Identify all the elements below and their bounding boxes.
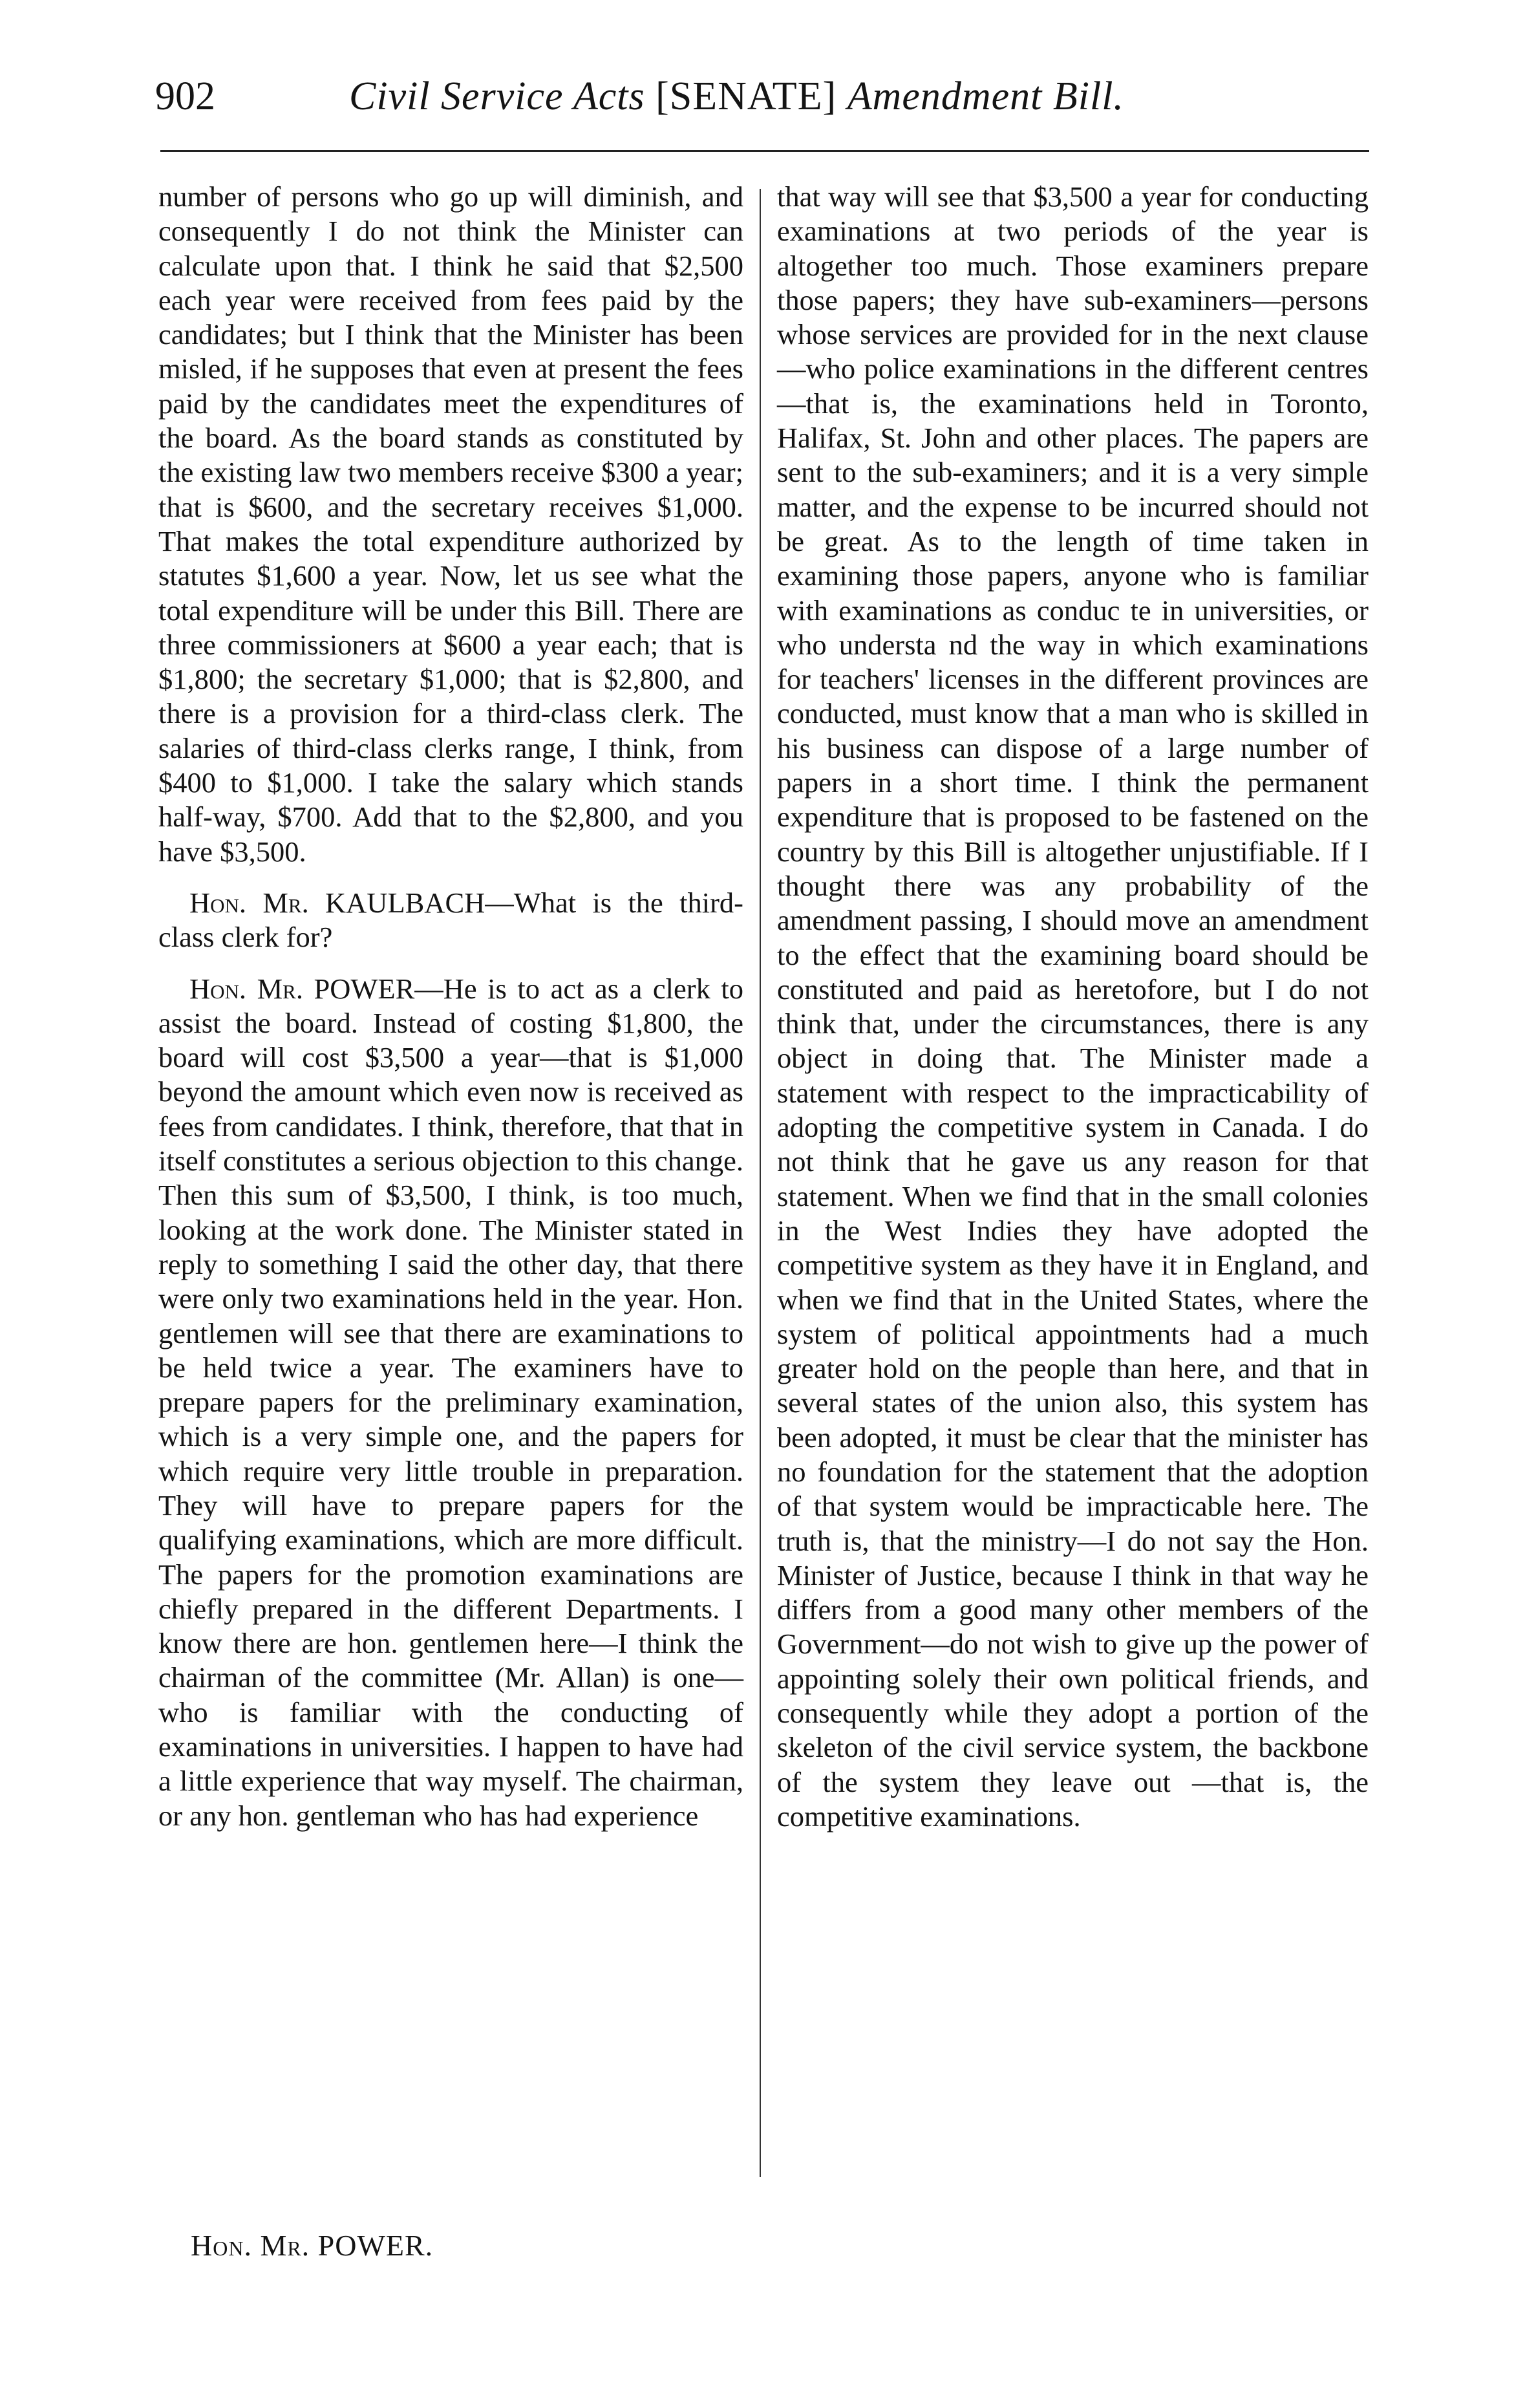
left-column (158, 180, 743, 1833)
paragraph: number of persons who go up will diminish, and consequently I do not think the Minister can calculate upon that. I think he said that $2,500 each year were received from fees paid by the candidates; but I think that the Minister has been misled, if he supposes that even at present the fees paid by the candidates meet the expenditures of the board. As the board stands as constituted by the existing law two members receive $300 a year; that is $600, and the secretary receives $1,000. That makes the total expenditure authorized by statutes $1,600 a year. Now, let us see what the total expenditure will be under this Bill. There are three commissioners at $600 a year each; that is $1,800; the secretary $1,000; that is $2,800, and there is a provision for a third-class clerk. The salaries of third-class clerks range, I think, from $400 to $1,000. I take the salary which stands half-way, $700. Add that to the $2,800, and you have $3,500. (158, 180, 743, 868)
running-title (349, 67, 1124, 125)
column-divider (760, 189, 761, 2177)
speech-text: —What is the third-class clerk for? (158, 886, 743, 954)
paragraph (158, 886, 743, 955)
speaker-name: Hon. Mr. KAULBACH (189, 886, 485, 919)
title-left: Civil Service Acts (349, 74, 645, 118)
paragraph (158, 972, 743, 1833)
title-right: Amendment Bill. (847, 74, 1124, 118)
speaker-name: Hon. Mr. POWER (189, 972, 415, 1005)
header-rule (160, 150, 1369, 152)
footer-speaker: Hon. Mr. POWER. (191, 2229, 434, 2262)
title-center: [SENATE] (656, 74, 837, 118)
running-header (155, 67, 1383, 125)
paragraph: that way will see that $3,500 a year for conducting examinations at two periods of the year is altogether too much. Those examiners prepare those papers; they have sub-examiners—persons whose services are provided for in the next clause—who police examinations in the different centres—that is, the examinations held in Toronto, Halifax, St. John and other places. The papers are sent to the sub-examiners; and it is a very simple matter, and the expense to be incurred should not be great. As to the length of time taken in examining those papers, anyone who is familiar with examinations as conduc te in universities, or who understa nd the way in which examinations for teachers' licenses in the different provinces are conducted, must know that a man who is skilled in his business can dispose of a large number of papers in a short time. I think the permanent expenditure that is proposed to be fastened on the country by this Bill is altogether unjustifiable. If I thought there was any probability of the amendment passing, I should move an amendment to the effect that the examining board should be constituted and paid as heretofore, but I do not think that, under the circumstances, there is any object in doing that. The Minister made a statement with respect to the impracticability of adopting the competitive system in Canada. I do not think that he gave us any reason for that statement. When we find that in the small colonies in the West Indies they have adopted the competitive system as they have it in England, and when we find that in the United States, where the system of political appointments had a much greater hold on the people than here, and that in several states of the union also, this system has been adopted, it must be clear that the minister has no foundation for the statement that the adoption of that system would be impracticable here. The truth is, that the ministry—I do not say the Hon. Minister of Justice, because I think in that way he differs from a good many other members of the Government—do not wish to give up the power of appointing solely their own political friends, and consequently while they adopt a portion of the skeleton of the civil service system, the backbone of the system they leave out —that is, the competitive examinations. (777, 180, 1369, 1833)
page-number: 902 (155, 74, 215, 118)
speech-text: —He is to act as a clerk to assist the board. Instead of costing $1,800, the board will cost $3,500 a year—that is $1,000 beyond the amount which even now is received as fees from candidates. I think, therefore, that that in itself constitutes a serious objection to this change. Then this sum of $3,500, I think, is too much, looking at the work done. The Minister stated in reply to something I said the other day, that there were only two examinations held in the year. Hon. gentlemen will see that there are examinations to be held twice a year. The examiners have to prepare papers for the preliminary examination, which is a very simple one, and the papers for which require very little trouble in preparation. They will have to prepare papers for the qualifying examinations, which are more difficult. The papers for the promotion examinations are chiefly prepared in the different Departments. I know there are hon. gentlemen here—I think the chairman of the committee (Mr. Allan) is one—who is familiar with the conducting of examinations in universities. I happen to have had a little experience that way myself. The chairman, or any hon. gentleman who has had experience (158, 972, 743, 1832)
right-column (777, 180, 1369, 1834)
